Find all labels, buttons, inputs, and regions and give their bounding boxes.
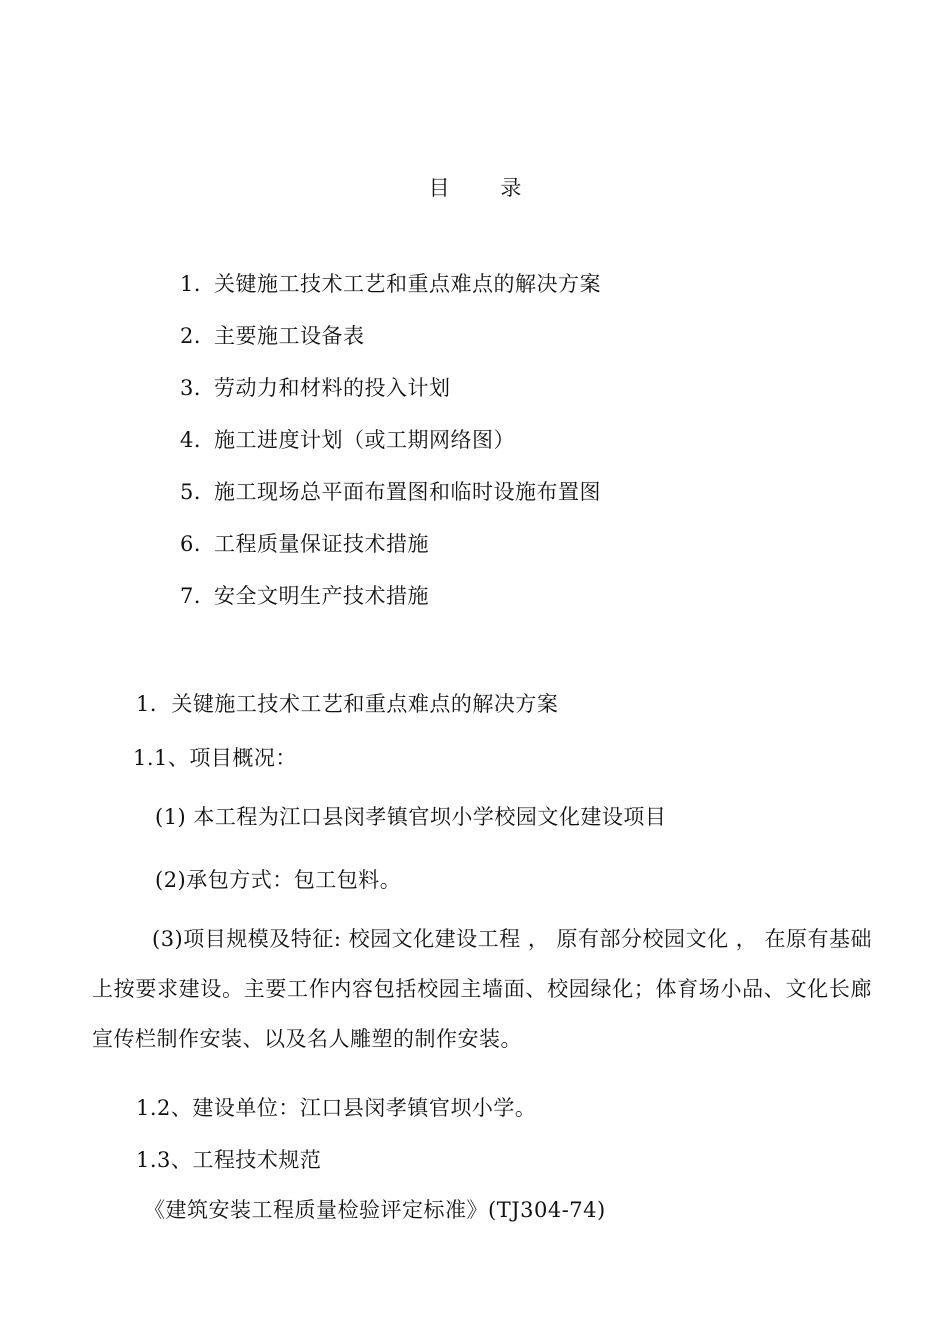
overview-item: (1) 本工程为江口县闵孝镇官坝小学校园文化建设项目 (155, 805, 667, 829)
toc-item (180, 426, 515, 454)
subsection-heading: 1.2、建设单位：江口县闵孝镇官坝小学。 (136, 1096, 537, 1120)
page-title: 目 录 (428, 176, 544, 200)
overview-paragraph: (3)项目规模及特征: 校园文化建设工程 ， 原有部分校园文化 ， 在原有基础上按要求建设。主要工作内容包括校园主墙面、校园绿化；体育场小品、文化长廊宣传栏制作安装、以及名人雕塑的制作安装。 (92, 927, 872, 1051)
toc-item-text: 工程质量保证技术措施 (214, 532, 429, 556)
toc-item (180, 582, 429, 610)
toc-item-number: 6． (180, 532, 216, 556)
toc-item-text: 主要施工设备表 (214, 324, 365, 348)
toc-item (180, 322, 365, 350)
toc-item-text: 施工现场总平面布置图和临时设施布置图 (214, 480, 601, 504)
toc-item (180, 478, 601, 506)
toc-item-text: 劳动力和材料的投入计划 (214, 376, 451, 400)
standard-reference: 《建筑安装工程质量检验评定标准》(TJ304-74) (144, 1198, 606, 1222)
toc-item-number: 4． (180, 428, 216, 452)
toc-item-text: 安全文明生产技术措施 (214, 584, 429, 608)
toc-item-number: 2． (180, 324, 216, 348)
section-heading: 1．关键施工技术工艺和重点难点的解决方案 (136, 692, 559, 716)
toc-item-text: 施工进度计划（或工期网络图） (214, 428, 515, 452)
subsection-heading: 1.3、工程技术规范 (136, 1148, 322, 1172)
toc-item (180, 530, 429, 558)
toc-item (180, 270, 601, 298)
toc-item-number: 1． (180, 272, 216, 296)
toc-item-text: 关键施工技术工艺和重点难点的解决方案 (214, 272, 601, 296)
toc-item-number: 5． (180, 480, 216, 504)
overview-item: (2)承包方式：包工包料。 (155, 868, 402, 892)
toc-item-number: 3． (180, 376, 216, 400)
toc-item-number: 7． (180, 584, 216, 608)
subsection-heading: 1.1、项目概况： (133, 746, 297, 770)
toc-item (180, 374, 451, 402)
